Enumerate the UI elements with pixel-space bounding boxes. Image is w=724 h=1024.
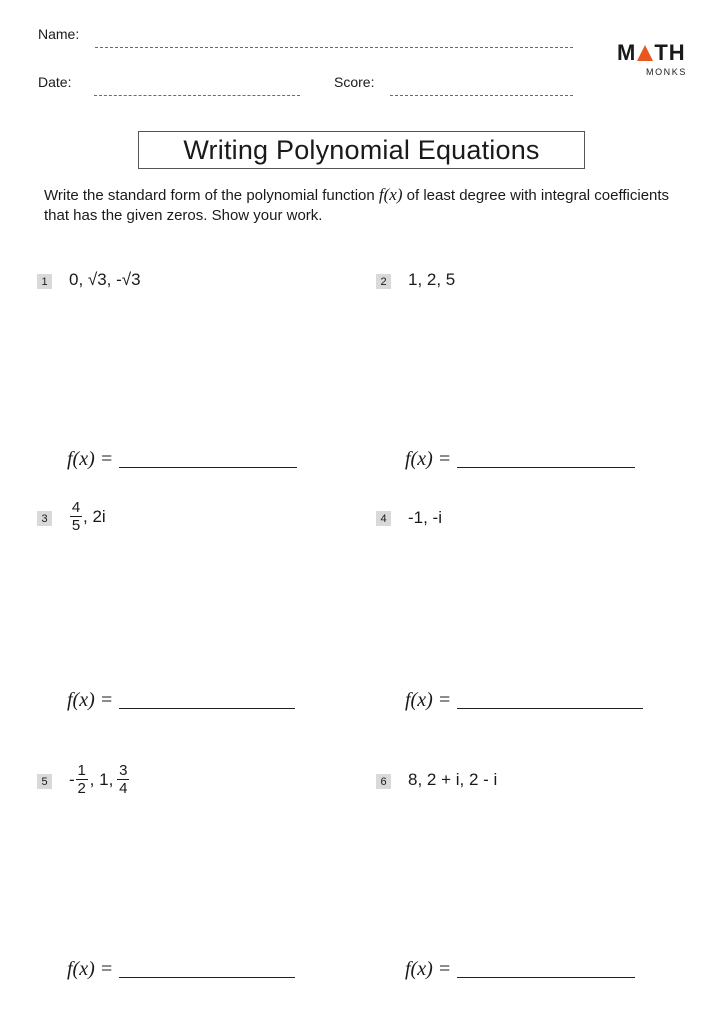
answer-label: f(x) = bbox=[67, 448, 114, 470]
fraction-numerator: 3 bbox=[119, 762, 128, 779]
problem-number-badge: 5 bbox=[37, 774, 52, 789]
logo-text-right: TH bbox=[654, 40, 686, 65]
problem-zeros-rest: , 2i bbox=[83, 506, 106, 526]
score-label: Score: bbox=[334, 74, 375, 90]
answer-label: f(x) = bbox=[67, 689, 114, 711]
instructions-part2: of least degree with integral coefficients that has the given zeros. Show your work. bbox=[44, 187, 670, 224]
answer-line[interactable] bbox=[67, 448, 297, 471]
problem-number-badge: 3 bbox=[37, 511, 52, 526]
score-field[interactable] bbox=[390, 95, 573, 96]
problem-zeros: 1, 2, 5 bbox=[408, 270, 456, 289]
instructions-part1: Write the standard form of the polynomial function bbox=[44, 187, 375, 204]
answer-line[interactable] bbox=[67, 958, 295, 981]
problem-zeros-lead: - bbox=[69, 769, 75, 789]
answer-blank[interactable] bbox=[119, 707, 295, 709]
name-label: Name: bbox=[38, 26, 80, 42]
logo-triangle-icon bbox=[637, 45, 653, 61]
problem-zeros bbox=[69, 763, 130, 796]
answer-label: f(x) = bbox=[405, 448, 452, 470]
answer-label: f(x) = bbox=[405, 958, 452, 980]
instructions-fx: f(x) bbox=[378, 185, 403, 204]
math-monks-logo bbox=[617, 42, 689, 77]
fraction-denominator: 5 bbox=[71, 517, 81, 534]
problem-zeros-mid: , 1, bbox=[89, 769, 114, 789]
instructions bbox=[44, 185, 694, 226]
problem-zeros: 0, √3, -√3 bbox=[69, 270, 141, 289]
answer-blank[interactable] bbox=[457, 466, 635, 468]
fraction bbox=[117, 763, 129, 796]
answer-label: f(x) = bbox=[405, 689, 452, 711]
answer-blank[interactable] bbox=[119, 976, 295, 978]
fraction bbox=[76, 763, 88, 796]
fraction bbox=[70, 500, 82, 533]
problem-number-badge: 2 bbox=[376, 274, 391, 289]
fraction-numerator: 1 bbox=[77, 762, 86, 779]
logo-text-left: M bbox=[617, 40, 637, 65]
date-field[interactable] bbox=[94, 95, 300, 96]
answer-line[interactable] bbox=[405, 689, 643, 712]
fraction-denominator: 2 bbox=[77, 780, 86, 797]
problem-zeros: 8, 2 + i, 2 - i bbox=[408, 770, 498, 789]
date-label: Date: bbox=[38, 74, 72, 90]
worksheet-title: Writing Polynomial Equations bbox=[138, 131, 585, 169]
answer-label: f(x) = bbox=[67, 958, 114, 980]
answer-line[interactable] bbox=[67, 689, 295, 712]
fraction-numerator: 4 bbox=[71, 499, 81, 516]
answer-blank[interactable] bbox=[457, 707, 643, 709]
problem-number-badge: 4 bbox=[376, 511, 391, 526]
answer-blank[interactable] bbox=[119, 466, 297, 468]
answer-line[interactable] bbox=[405, 958, 635, 981]
answer-blank[interactable] bbox=[457, 976, 635, 978]
problem-zeros: -1, -i bbox=[408, 508, 442, 527]
problem-zeros bbox=[69, 500, 106, 533]
fraction-denominator: 4 bbox=[119, 780, 128, 797]
answer-line[interactable] bbox=[405, 448, 635, 471]
logo-subtitle: MONKS bbox=[645, 67, 687, 77]
problem-number-badge: 1 bbox=[37, 274, 52, 289]
problem-number-badge: 6 bbox=[376, 774, 391, 789]
name-field[interactable] bbox=[95, 47, 573, 48]
